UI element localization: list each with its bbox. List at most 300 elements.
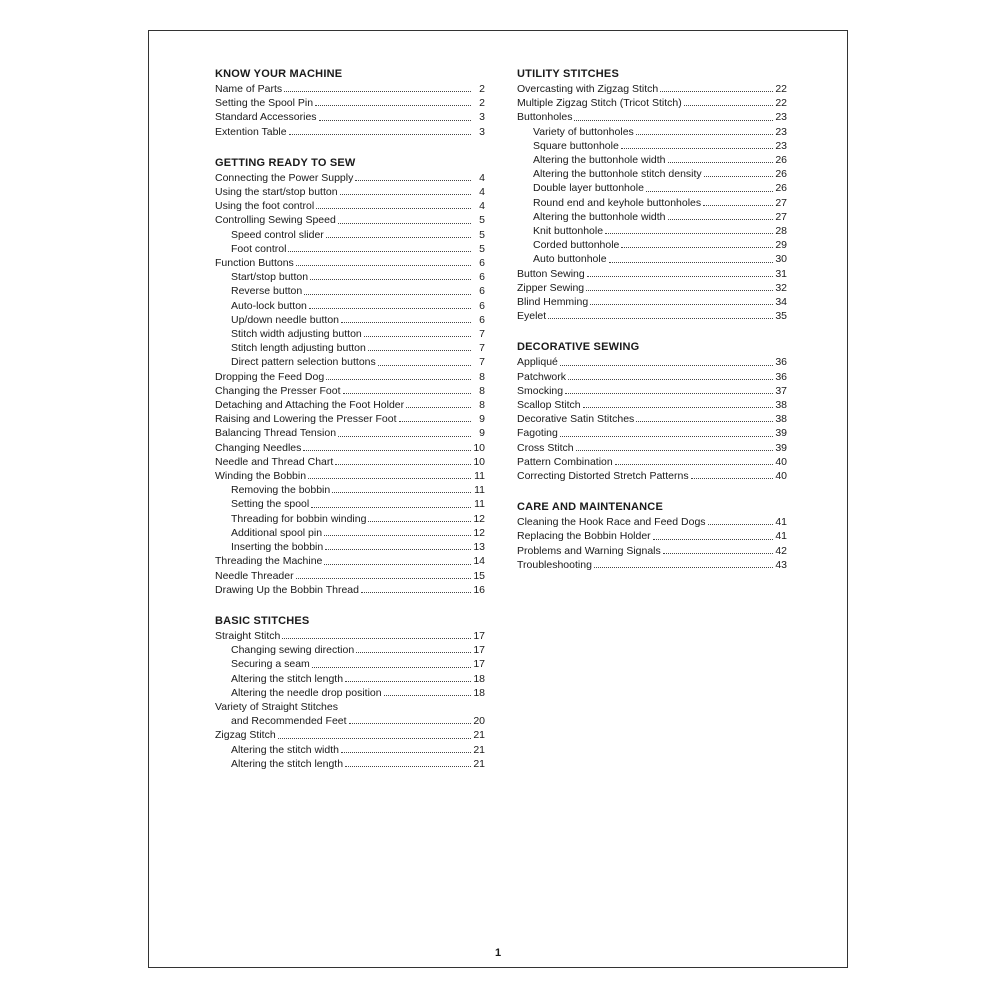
toc-entry-page: 6 — [479, 271, 485, 284]
dot-leader — [406, 407, 471, 408]
toc-entry — [517, 252, 787, 266]
toc-entry — [517, 441, 787, 455]
toc-entry-page: 39 — [775, 427, 787, 440]
toc-entry — [215, 569, 485, 583]
toc-entry-label: Altering the stitch length — [231, 672, 344, 685]
toc-entry-label: Name of Parts — [215, 83, 283, 95]
toc-entry — [215, 512, 485, 526]
toc-entry-page: 8 — [479, 384, 485, 397]
toc-entry-page: 34 — [775, 296, 787, 309]
toc-entry-label: Threading the Machine — [215, 555, 323, 568]
toc-entry — [215, 341, 485, 355]
toc-entry — [517, 412, 787, 426]
toc-entry-label: Controlling Sewing Speed — [215, 214, 336, 227]
toc-entry — [215, 469, 485, 483]
dot-leader — [345, 681, 471, 682]
dot-leader — [289, 134, 471, 135]
toc-entry — [517, 267, 787, 281]
dot-leader — [324, 564, 471, 565]
toc-entry-label: Stitch width adjusting button — [231, 328, 362, 341]
dot-leader — [282, 638, 471, 639]
dot-leader — [319, 120, 471, 121]
toc-entry-label: Double layer buttonhole — [533, 182, 644, 195]
toc-entry — [517, 210, 787, 224]
toc-entry-page: 3 — [479, 111, 485, 124]
dot-leader — [312, 667, 471, 668]
toc-entry-label: Pattern Combination — [517, 455, 613, 468]
dot-leader — [703, 205, 773, 206]
toc-entry-label: Appliqué — [517, 356, 558, 369]
dot-leader — [653, 539, 773, 540]
toc-entry-label: Inserting the bobbin — [231, 541, 324, 554]
dot-leader — [384, 695, 471, 696]
toc-entry-page: 12 — [473, 526, 485, 539]
toc-entry — [215, 483, 485, 497]
toc-entry — [215, 82, 485, 96]
toc-entry-label: Overcasting with Zigzag Stitch — [517, 83, 659, 95]
toc-entry-label: Cleaning the Hook Race and Feed Dogs — [517, 516, 706, 529]
toc-entry — [215, 299, 485, 313]
toc-entry-label: Additional spool pin — [231, 526, 323, 539]
section-title: CARE AND MAINTENANCE — [517, 501, 663, 514]
toc-entry-page: 4 — [479, 186, 485, 199]
toc-entry — [517, 370, 787, 384]
toc-entry — [215, 540, 485, 554]
dot-leader — [288, 251, 471, 252]
toc-entry-label: Needle and Thread Chart — [215, 455, 334, 468]
toc-entry-page: 2 — [479, 97, 485, 110]
toc-entry-label: Stitch length adjusting button — [231, 342, 366, 355]
toc-entry-label: Altering the buttonhole width — [533, 210, 666, 223]
dot-leader — [326, 237, 471, 238]
dot-leader — [345, 766, 471, 767]
toc-entry-label: Drawing Up the Bobbin Thread — [215, 583, 359, 596]
dot-leader — [309, 308, 471, 309]
toc-entry-label: Decorative Satin Stitches — [517, 413, 635, 426]
toc-entry — [215, 629, 485, 643]
toc-entry-page: 40 — [775, 470, 787, 483]
dot-leader — [586, 290, 773, 291]
dot-leader — [565, 393, 773, 394]
toc-entry — [215, 526, 485, 540]
dot-leader — [560, 436, 773, 437]
toc-entry-page: 10 — [473, 441, 485, 454]
dot-leader — [311, 507, 471, 508]
toc-entry — [517, 281, 787, 295]
toc-entry — [215, 370, 485, 384]
toc-entry-label: Scallop Stitch — [517, 399, 581, 412]
toc-entry — [517, 529, 787, 543]
toc-entry — [517, 196, 787, 210]
toc-entry-label: Altering the stitch length — [231, 757, 344, 770]
toc-entry — [215, 313, 485, 327]
toc-entry-label: Threading for bobbin winding — [231, 512, 367, 525]
toc-entry-label: Changing Needles — [215, 441, 302, 454]
toc-section — [517, 67, 787, 323]
toc-entry — [215, 743, 485, 757]
toc-entry-page: 4 — [479, 200, 485, 213]
toc-entry-page: 7 — [479, 356, 485, 369]
dot-leader — [663, 553, 773, 554]
toc-entry — [215, 686, 485, 700]
toc-entry — [517, 139, 787, 153]
toc-entry-page: 5 — [479, 242, 485, 255]
toc-entry-page: 5 — [479, 228, 485, 241]
toc-entry-label: Buttonholes — [517, 111, 573, 124]
dot-leader — [605, 233, 773, 234]
toc-entry — [517, 455, 787, 469]
dot-leader — [576, 450, 773, 451]
dot-leader — [341, 752, 471, 753]
dot-leader — [590, 304, 773, 305]
toc-entry — [215, 327, 485, 341]
toc-entry-page: 13 — [473, 541, 485, 554]
toc-entry-page: 22 — [775, 83, 787, 95]
toc-entry — [215, 242, 485, 256]
toc-entry-page: 36 — [775, 356, 787, 369]
dot-leader — [343, 393, 472, 394]
toc-entry-page: 18 — [473, 672, 485, 685]
section-title: GETTING READY TO SEW — [215, 156, 356, 169]
toc-entry-page: 9 — [479, 413, 485, 426]
dot-leader — [326, 379, 471, 380]
toc-entry — [215, 426, 485, 440]
toc-entry-label: Detaching and Attaching the Foot Holder — [215, 399, 405, 412]
dot-leader — [349, 723, 471, 724]
section-title: DECORATIVE SEWING — [517, 341, 640, 354]
toc-entry — [215, 455, 485, 469]
toc-entry — [215, 256, 485, 270]
toc-entry-label: Altering the stitch width — [231, 743, 339, 756]
toc-entry — [215, 185, 485, 199]
toc-entry — [517, 355, 787, 369]
toc-entry — [517, 398, 787, 412]
toc-entry-label: Setting the Spool Pin — [215, 97, 314, 110]
dot-leader — [338, 223, 471, 224]
dot-leader — [609, 262, 773, 263]
toc-entry-label: Auto-lock button — [231, 299, 307, 312]
dot-leader — [324, 535, 471, 536]
dot-leader — [303, 450, 471, 451]
toc-entry-page: 41 — [775, 530, 787, 543]
toc-right-column — [517, 67, 787, 589]
dot-leader — [325, 549, 471, 550]
dot-leader — [636, 134, 773, 135]
toc-entry-label: Smocking — [517, 384, 564, 397]
dot-leader — [615, 464, 773, 465]
toc-entry-page: 4 — [479, 171, 485, 184]
dot-leader — [568, 379, 773, 380]
section-title: BASIC STITCHES — [215, 614, 310, 627]
dot-leader — [583, 407, 773, 408]
dot-leader — [368, 521, 471, 522]
toc-entry-label: Function Buttons — [215, 257, 294, 270]
toc-entry-page: 23 — [775, 125, 787, 138]
toc-entry-page: 27 — [775, 210, 787, 223]
dot-leader — [338, 436, 471, 437]
toc-entry-page: 9 — [479, 427, 485, 440]
toc-entry-page: 7 — [479, 328, 485, 341]
toc-entry-page: 26 — [775, 182, 787, 195]
toc-entry — [517, 558, 787, 572]
toc-entry-label: Using the start/stop button — [215, 186, 338, 199]
toc-entry-label: Fagoting — [517, 427, 558, 440]
toc-entry-label: Dropping the Feed Dog — [215, 370, 325, 383]
toc-entry-label: Altering the buttonhole stitch density — [533, 168, 702, 181]
toc-entry-label: and Recommended Feet — [231, 715, 347, 728]
dot-leader — [364, 336, 471, 337]
dot-leader — [691, 478, 773, 479]
dot-leader — [660, 91, 773, 92]
toc-entry — [517, 153, 787, 167]
toc-entry-label: Button Sewing — [517, 267, 585, 280]
toc-entry — [215, 714, 485, 728]
dot-leader — [315, 105, 471, 106]
toc-entry-label: Winding the Bobbin — [215, 470, 307, 483]
section-title: KNOW YOUR MACHINE — [215, 68, 343, 80]
toc-entry — [517, 82, 787, 96]
toc-entry-label: Balancing Thread Tension — [215, 427, 337, 440]
toc-entry — [215, 355, 485, 369]
toc-entry-label: Speed control slider — [231, 228, 324, 241]
toc-entry-label: Using the foot control — [215, 200, 315, 213]
toc-entry — [215, 171, 485, 185]
toc-entry-page: 30 — [775, 253, 787, 266]
toc-entry — [215, 96, 485, 110]
toc-entry-page: 12 — [473, 512, 485, 525]
toc-entry-page: 23 — [775, 111, 787, 124]
toc-entry-page: 27 — [775, 196, 787, 209]
toc-entry — [215, 228, 485, 242]
dot-leader — [668, 219, 773, 220]
toc-entry — [215, 643, 485, 657]
toc-entry-label: Needle Threader — [215, 569, 294, 582]
toc-entry — [215, 757, 485, 771]
dot-leader — [341, 322, 471, 323]
dot-leader — [335, 464, 471, 465]
toc-section — [215, 614, 485, 771]
dot-leader — [378, 365, 471, 366]
dot-leader — [594, 567, 773, 568]
toc-entry-page: 43 — [775, 558, 787, 571]
dot-leader — [574, 120, 773, 121]
toc-entry — [517, 469, 787, 483]
toc-entry-label: Variety of buttonholes — [533, 125, 634, 138]
toc-entry — [517, 515, 787, 529]
toc-entry-page: 21 — [473, 757, 485, 770]
toc-entry-label: Changing the Presser Foot — [215, 384, 341, 397]
toc-entry-page: 41 — [775, 516, 787, 529]
dot-leader — [278, 738, 471, 739]
toc-entry — [517, 238, 787, 252]
toc-entry — [215, 110, 485, 124]
dot-leader — [668, 162, 773, 163]
toc-entry-label: Variety of Straight Stitches — [215, 700, 338, 713]
toc-entry — [517, 125, 787, 139]
toc-entry-label: Reverse button — [231, 285, 303, 298]
toc-entry-page: 2 — [479, 83, 485, 95]
toc-entry-page: 20 — [473, 715, 485, 728]
toc-entry-page: 6 — [479, 257, 485, 270]
page-number: 1 — [494, 947, 502, 959]
dot-leader — [708, 524, 773, 525]
toc-entry — [215, 728, 485, 742]
toc-entry-label: Cross Stitch — [517, 441, 574, 454]
toc-entry — [215, 583, 485, 597]
toc-entry-page: 42 — [775, 544, 787, 557]
toc-entry-label: Troubleshooting — [517, 558, 592, 571]
toc-entry — [517, 167, 787, 181]
toc-section — [517, 500, 787, 572]
dot-leader — [368, 350, 471, 351]
toc-entry-page: 21 — [473, 743, 485, 756]
toc-entry-page: 15 — [473, 569, 485, 582]
toc-entry — [215, 270, 485, 284]
toc-entry-page: 35 — [775, 310, 787, 323]
dot-leader — [621, 247, 773, 248]
toc-entry-page: 11 — [474, 470, 485, 483]
toc-section — [517, 340, 787, 483]
toc-section — [215, 156, 485, 597]
toc-entry-page: 26 — [775, 168, 787, 181]
toc-entry-page: 36 — [775, 370, 787, 383]
toc-entry — [215, 554, 485, 568]
toc-entry-page: 17 — [473, 658, 485, 671]
toc-entry-label: Raising and Lowering the Presser Foot — [215, 413, 397, 426]
toc-entry — [215, 284, 485, 298]
toc-entry — [517, 96, 787, 110]
toc-entry-label: Setting the spool — [231, 498, 310, 511]
toc-entry-page: 11 — [474, 498, 485, 511]
toc-entry-label: Blind Hemming — [517, 296, 589, 309]
toc-entry-page: 39 — [775, 441, 787, 454]
toc-entry — [215, 213, 485, 227]
toc-entry-label: Zigzag Stitch — [215, 729, 276, 742]
dot-leader — [304, 294, 471, 295]
toc-entry-label: Multiple Zigzag Stitch (Tricot Stitch) — [517, 97, 682, 110]
toc-entry-label: Foot control — [231, 242, 287, 255]
dot-leader — [704, 176, 773, 177]
toc-entry-label: Start/stop button — [231, 271, 309, 284]
dot-leader — [560, 365, 773, 366]
toc-entry-page: 17 — [473, 629, 485, 642]
dot-leader — [646, 191, 773, 192]
toc-entry-page: 28 — [775, 225, 787, 238]
toc-entry-page: 8 — [479, 399, 485, 412]
dot-leader — [636, 421, 773, 422]
toc-entry-label: Changing sewing direction — [231, 644, 355, 657]
toc-entry-page: 32 — [775, 281, 787, 294]
dot-leader — [296, 265, 471, 266]
toc-entry — [215, 398, 485, 412]
toc-entry — [215, 672, 485, 686]
toc-entry-label: Round end and keyhole buttonholes — [533, 196, 702, 209]
toc-entry-label: Connecting the Power Supply — [215, 171, 354, 184]
toc-entry — [517, 181, 787, 195]
toc-entry-label: Auto buttonhole — [533, 253, 607, 266]
toc-entry-label: Eyelet — [517, 310, 547, 323]
toc-entry — [215, 384, 485, 398]
toc-entry — [517, 309, 787, 323]
toc-entry-label: Patchwork — [517, 370, 567, 383]
toc-entry-page: 26 — [775, 154, 787, 167]
toc-entry-page: 7 — [479, 342, 485, 355]
toc-section — [215, 67, 485, 139]
dot-leader — [308, 478, 471, 479]
toc-left-column — [215, 67, 485, 788]
toc-entry-page: 3 — [479, 125, 485, 138]
dot-leader — [316, 208, 471, 209]
toc-entry — [517, 295, 787, 309]
toc-entry-page: 23 — [775, 139, 787, 152]
toc-entry — [215, 497, 485, 511]
dot-leader — [399, 421, 471, 422]
toc-entry-label: Direct pattern selection buttons — [231, 356, 376, 369]
dot-leader — [284, 91, 471, 92]
dot-leader — [548, 318, 773, 319]
dot-leader — [621, 148, 773, 149]
toc-entry-label: Square buttonhole — [533, 139, 619, 152]
dot-leader — [310, 279, 471, 280]
toc-entry-label: Standard Accessories — [215, 111, 317, 124]
toc-entry-page: 16 — [473, 583, 485, 596]
dot-leader — [361, 592, 471, 593]
toc-entry-page: 29 — [775, 239, 787, 252]
toc-entry-page: 6 — [479, 313, 485, 326]
toc-entry-page: 6 — [479, 299, 485, 312]
toc-entry-page: 38 — [775, 399, 787, 412]
toc-entry-label: Altering the needle drop position — [231, 686, 382, 699]
dot-leader — [296, 578, 471, 579]
toc-entry-page: 10 — [473, 455, 485, 468]
toc-entry-page: 6 — [479, 285, 485, 298]
toc-entry-page: 31 — [775, 267, 787, 280]
toc-entry-page: 17 — [473, 644, 485, 657]
toc-entry-page: 8 — [479, 370, 485, 383]
toc-entry-label: Correcting Distorted Stretch Patterns — [517, 470, 689, 483]
toc-entry-label: Corded buttonhole — [533, 239, 620, 252]
dot-leader — [355, 180, 471, 181]
toc-entry-page: 38 — [775, 413, 787, 426]
toc-entry-label: Zipper Sewing — [517, 281, 585, 294]
document-page — [148, 30, 848, 968]
section-title: UTILITY STITCHES — [517, 68, 620, 80]
toc-entry-page: 5 — [479, 214, 485, 227]
dot-leader — [340, 194, 471, 195]
toc-entry — [215, 125, 485, 139]
toc-entry-label: Securing a seam — [231, 658, 310, 671]
toc-entry — [517, 110, 787, 124]
toc-entry-page: 37 — [775, 384, 787, 397]
toc-entry-label: Removing the bobbin — [231, 484, 331, 497]
toc-entry-label: Up/down needle button — [231, 313, 339, 326]
dot-leader — [587, 276, 773, 277]
toc-entry — [215, 412, 485, 426]
dot-leader — [356, 652, 471, 653]
dot-leader — [684, 105, 773, 106]
toc-entry-label: Knit buttonhole — [533, 225, 604, 238]
toc-entry-label: Replacing the Bobbin Holder — [517, 530, 651, 543]
toc-entry — [517, 426, 787, 440]
toc-entry-label: Problems and Warning Signals — [517, 544, 661, 557]
toc-entry-page: 18 — [473, 686, 485, 699]
toc-entry-label: Extention Table — [215, 125, 287, 138]
toc-entry — [215, 657, 485, 671]
toc-entry-page: 40 — [775, 455, 787, 468]
toc-entry — [517, 544, 787, 558]
toc-entry — [215, 700, 485, 714]
toc-entry-page: 14 — [473, 555, 485, 568]
